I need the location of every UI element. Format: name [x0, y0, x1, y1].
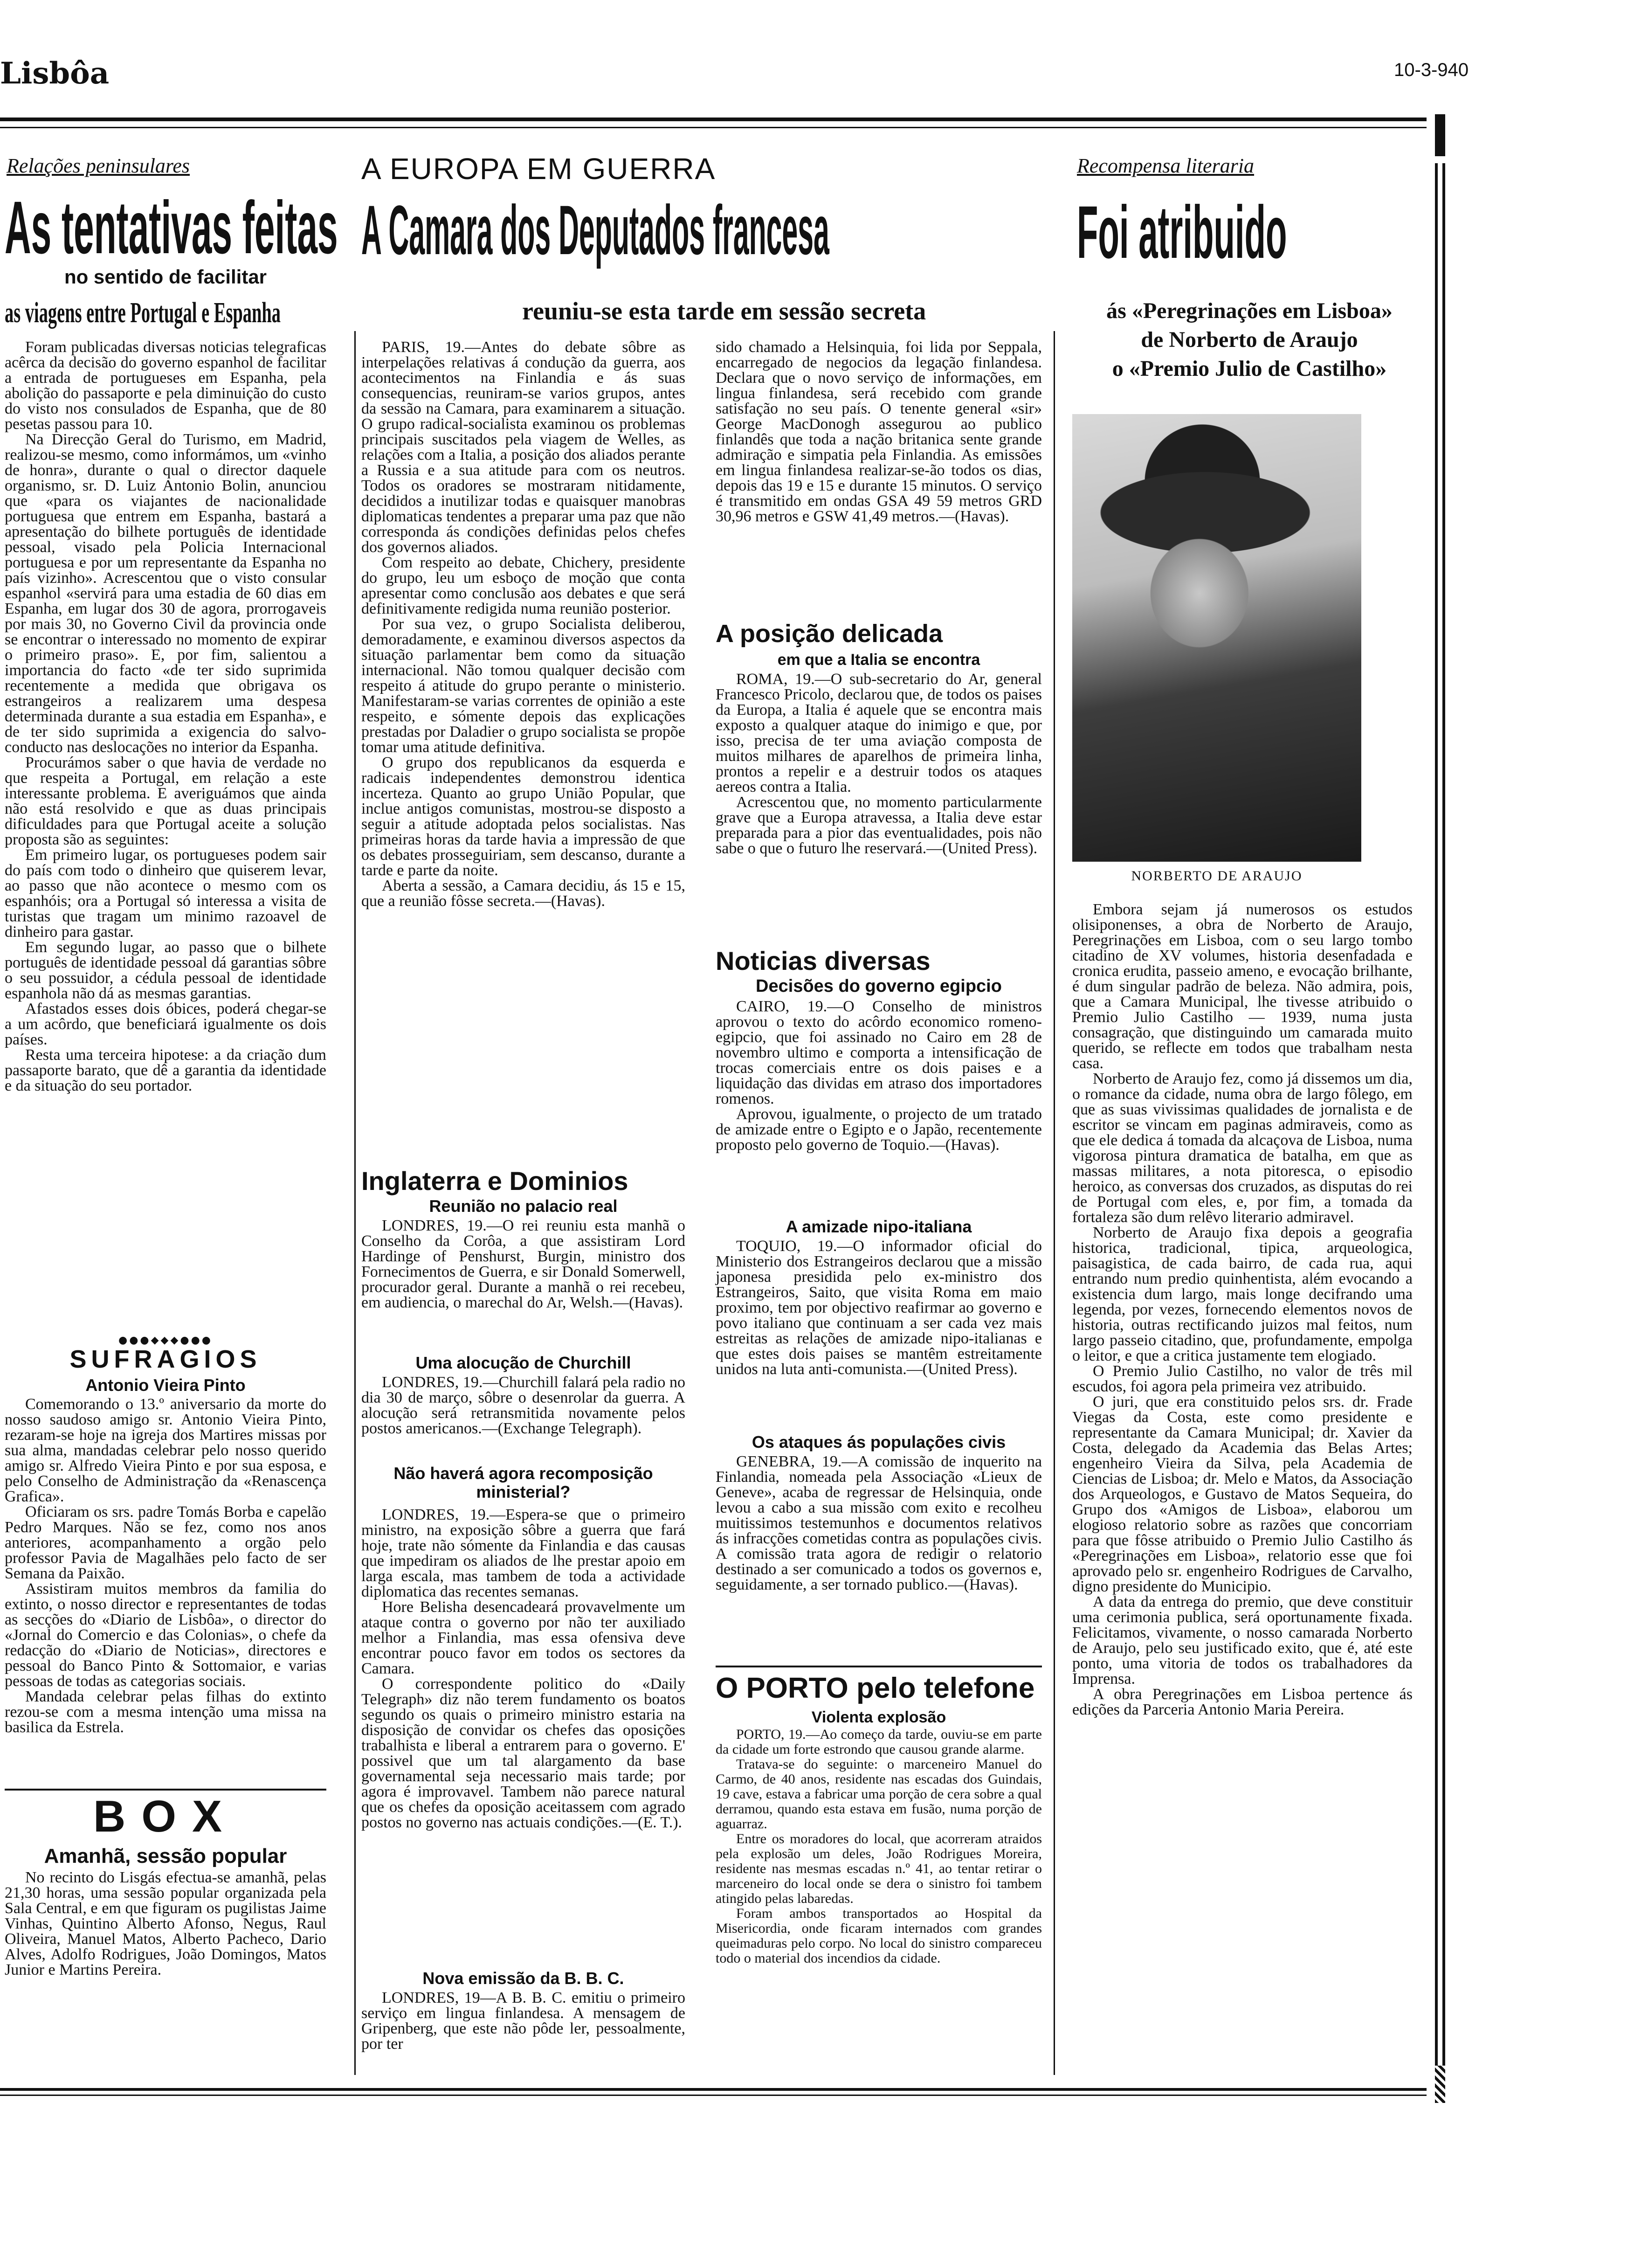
box-paragraph: No recinto do Lisgás efectua-se amanhã, pelas 21,30 horas, uma sessão popular organizada pela Sala Central, e em que figuram os pugilistas Jaime Vinhas, Quintino Alberto Afonso, Negus, Raul Oliveira, Manuel Matos, Alberto Pacheco, Dario Alves, Adolfo Rodrigues, João Domingos, Matos Junior e Martins Pereira. — [5, 1869, 326, 1978]
ataques-body — [716, 1454, 1042, 1592]
recomposicao-paragraph: Hore Belisha desencadeará provavelmente um ataque contra o governo por não ter auxiliado melhor a Finlandia, mas essa ofensiva deve encontrar pouco favor em todos os sectores da Camara. — [361, 1598, 685, 1677]
masthead-title: Lisbôa — [0, 56, 110, 91]
bottom-rule-thin — [0, 2095, 1427, 2096]
ataques-subtitle: Os ataques ás populações civis — [752, 1432, 1006, 1452]
paris-paragraph: O grupo dos republicanos da esquerda e radicais independentes demonstrou identica incerteza. Quanto ao grupo União Popular, que inclue antigos comunistas, mostrou-se disposto a seguir a atitude adoptada pelos socialistas. Nas primeiras horas da tarde havia a impressão de que os debates prosseguiriam, sem descanso, durante a tarde e parte da noite. — [361, 754, 685, 879]
right-paragraph: O juri, que era constituido pelos srs. dr. Frade Viegas da Costa, este como presidente e representante da Camara Municipal; dr. Xavier da Costa, delegado da Academia das Belas Artes; engenheiro Vieira da Silva, pela Academia de Ciencias de Lisboa; dr. Melo e Matos, da Associação dos Arqueologos, e Gustavo de Matos Sequeira, do Grupo dos «Amigos de Lisboa», elaborou um elogioso relatorio sobre as razões que concorriam para que fôsse atribuido o Premio Julio Castilho ás «Peregrinações em Lisboa», relatorio esse que foi aprovado pelo sr. engenheiro Rodrigues de Carvalho, digno presidente do Municipio. — [1072, 1393, 1413, 1595]
ataques-paragraph: GENEBRA, 19.—A comissão de inquerito na Finlandia, nomeada pela Associação «Lieux de Geneve», acaba de regressar de Helsinquia, onde levou a cabo a sua missão com exito e recolheu muitissimos testemunhos e documentos relativos ás infracções cometidas contra as populações civis. A comissão trata agora de redigir o relatorio destinado a ser comunicado a todos os governos e, seguidamente, a ser tornado publico.—(Havas). — [716, 1453, 1042, 1593]
right-paragraph: Norberto de Araujo fixa depois a geografia historica, tradicional, tipica, arqueologica, paisagistica, de cada bairro, de cada rua, aqui entrando num predio quinhentista, além evocando a existencia dum largo, mais longe decifrando uma legenda, por vezes, fornecendo elementos novos de historia, outras rectificando juizos mal feitos, num largo passeio citadino, que, profundamente, empolga o leitor, e que a critica justamente tem elogiado. — [1072, 1224, 1413, 1364]
middle-kicker: A EUROPA EM GUERRA — [361, 152, 716, 186]
right-deck-line: o «Premio Julio de Castilho» — [1112, 356, 1387, 381]
amizade-subtitle: A amizade nipo-italiana — [786, 1217, 972, 1236]
recomposicao-subtitle: Não haverá agora recomposição ministerial? — [393, 1464, 653, 1501]
middle-deck: reuniu-se esta tarde em sessão secreta — [522, 297, 926, 325]
bbc-continued-paragraph: sido chamado a Helsinquia, foi lida por Seppala, encarregado de negocios da legação finlandesa. Declara que o novo serviço de informações, em lingua finlandesa, será recebido com grande satisfação no seu país. O tenente general «sir» George MacDonogh assegurou ao publico finlandês que toda a nação britanica sente grande admiração e simpatia pela Finlandia. As emissões em lingua finlandesa realizar-se-ão todos os dias, depois das 19 e 15 e durante 15 minutos. O serviço é transmitido em ondas GSA 49 59 metros GRD 30,96 metros e GSW 41,49 metros.—(Havas). — [716, 339, 1042, 525]
bbc-body — [361, 1990, 685, 2052]
photo-caption: NORBERTO DE ARAUJO — [1131, 868, 1303, 884]
porto-paragraph: Tratava-se do seguinte: o marceneiro Manuel do Carmo, de 40 anos, residente nas escadas dos Guindais, 19 cave, estava a fabricar uma porção de cera sobre a qual derramou, quando esta estava em fusão, numa porção de aguarraz. — [716, 1756, 1042, 1832]
recomposicao-paragraph: O correspondente politico do «Daily Telegraph» diz não terem fundamento os boatos segundo os quais o primeiro ministro estaria na disposição de convidar os chefes das oposições trabalhista e liberal a entrarem para o governo. E' possivel que um tal alargamento da base governamental seja necessario mais tarde; por agora é improvavel. Tambem não parece natural que os chefes da oposição aceitassem com agrado postos no governo nas actuais condições.—(E. T.). — [361, 1675, 685, 1831]
noticias-paragraph: CAIRO, 19.—O Conselho de ministros aprovou o texto do acôrdo economico romeno-egipcio, que foi assinado no Cairo em 28 de novembro ultimo e comporta a intensificação de trocas comerciais entre os dois paises e a liquidação das dividas em atraso dos importadores romenos. — [716, 998, 1042, 1107]
right-article-body — [1072, 902, 1413, 1717]
inglaterra-body — [361, 1218, 685, 1310]
posicao-body — [716, 671, 1042, 856]
left-headline: As tentativas feitas — [5, 186, 338, 269]
right-headline: Foi atribuido — [1077, 190, 1287, 274]
box-body — [5, 1870, 326, 1978]
edge-mark-top — [1435, 114, 1445, 156]
ornament-divider: ●●●◆◆◆●●● — [118, 1335, 213, 1346]
left-paragraph: Em segundo lugar, ao passo que o bilhete português de identidade pessoal dá garantias sôbre o seu possuidor, a cédula pessoal de identidade espanhola não dá as mesmas garantias. — [5, 939, 326, 1002]
sufragios-paragraph: Comemorando o 13.º aniversario da morte do nosso saudoso amigo sr. Antonio Vieira Pinto, rezaram-se hoje na igreja dos Martires missas por sua alma, mandadas celebrar pelo nosso querido amigo sr. Alfredo Vieira Pinto e por sua esposa, e pelo Conselho de Administração da «Renascença Grafica». — [5, 1396, 326, 1505]
noticias-title: Noticias diversas — [716, 946, 931, 975]
left-article-body — [5, 339, 326, 1093]
left-paragraph: Na Direcção Geral do Turismo, em Madrid, realizou-se mesmo, como informámos, um «vinho de honra», durante o qual o director daquele organismo, sr. D. Luiz Antonio Bolin, anunciou que «para os viajantes de nacionalidade portuguesa que entrem em Espanha, bastará a apresentação do bilhete português de identidade pessoal, visado pela Policia Internacional portuguesa e por um representante da Espanha no país vizinho». Acrescentou que o visto consular espanhol «servirá para uma estadia de 60 dias em Espanha, em lugar dos 30 de agora, prorrogaveis por mais 30, no Governo Civil da provincia onde se encontrar o interessado no momento de expirar o primeiro praso». E, por fim, salientou a importancia do facto «de ter sido suprimida recentemente a medida que obrigava os estrangeiros a realizarem uma despesa determinada durante a sua estadia em Espanha», e de ter sido suprimida a exigencia do salvo-conducto nas deslocações no interior da Espanha. — [5, 431, 326, 756]
right-paragraph: Embora sejam já numerosos os estudos olisiponenses, a obra de Norberto de Araujo, Peregrinações em Lisboa, com o seu largo tombo citadino de XV volumes, historia desenfadada e cronica erudita, passeio ameno, e evocação brilhante, é dum singular padrão de beleza. Não admira, pois, que a Camara Municipal, lhe tivesse atribuido o Premio Julio Castilho — 1939, numa justa consagração, que distinguindo um camarada muito querido, se reflecte em todos que trabalham nesta casa. — [1072, 901, 1413, 1072]
sufragios-paragraph: Oficiaram os srs. padre Tomás Borba e capelão Pedro Marques. Não se fez, como nos anos anteriores, acompanhamento a orgão pelo professor Pavia de Magalhães pelo facto de ser Semana da Paixão. — [5, 1503, 326, 1582]
noticias-subtitle: Decisões do governo egipcio — [756, 976, 1002, 996]
amizade-body — [716, 1238, 1042, 1377]
right-deck — [1072, 297, 1427, 383]
left-paragraph: Procurámos saber o que havia de verdade no que respeita a Portugal, em relação a este interessante problema. E averiguámos que ainda não está resolvido e que as duas principais dificuldades para que Portugal aceite a solução proposta são as seguintes: — [5, 754, 326, 848]
portrait-photo — [1072, 414, 1361, 862]
left-deck-1: no sentido de facilitar — [64, 266, 267, 288]
inglaterra-title: Inglaterra e Dominios — [361, 1166, 628, 1196]
amizade-paragraph: TOQUIO, 19.—O informador oficial do Ministerio dos Estrangeiros declarou que a missão japonesa presidida pelo ex-ministro dos Estrangeiros, Saito, que visita Roma em maio proximo, tem por objectivo reafirmar ao governo e povo italiano que continuam a ser cada vez mais estreitas as relações de amizade nipo-italianas e que estes dois paises se mantêm estreitamente unidos na luta anti-comunista.—(United Press). — [716, 1238, 1042, 1378]
right-paragraph: A obra Peregrinações em Lisboa pertence ás edições da Parceria Antonio Maria Pereira. — [1072, 1686, 1413, 1718]
left-paragraph: Afastados esses dois óbices, poderá chegar-se a um acôrdo, que beneficiará igualmente os dois países. — [5, 1000, 326, 1048]
paris-paragraph: Com respeito ao debate, Chichery, presidente do grupo, leu um esboço de moção que conta apresentar como conclusão aos debates e que será definitivamente redigida numa reunião posterior. — [361, 554, 685, 617]
churchill-paragraph: LONDRES, 19.—Churchill falará pela radio no dia 30 de março, sôbre o desenrolar da guerra. A alocução será retransmitida novamente pelos postos americanos.—(Exchange Telegraph). — [361, 1374, 685, 1437]
bbc-subtitle: Nova emissão da B. B. C. — [422, 1969, 624, 1988]
left-kicker: Relações peninsulares — [7, 154, 190, 177]
box-top-rule — [5, 1789, 326, 1791]
top-rule-thin — [0, 127, 1427, 128]
porto-paragraph: PORTO, 19.—Ao começo da tarde, ouviu-se em parte da cidade um forte estrondo que causou grande alarme. — [716, 1727, 1042, 1757]
edge-rule — [1435, 163, 1445, 2089]
right-paragraph: O Premio Julio Castilho, no valor de três mil escudos, foi agora pela primeira vez atribuido. — [1072, 1362, 1413, 1395]
posicao-paragraph: ROMA, 19.—O sub-secretario do Ar, general Francesco Pricolo, declarou que, de todos os paises da Europa, a Italia é aquele que se encontra mais exposto a qualquer ataque do inimigo e que, por isso, precisa de ter uma aviação composta de muitos milhares de aparelhos de primeira linha, prontos a repelir e a destruir todos os ataques aereos contra a Italia. — [716, 671, 1042, 795]
churchill-subtitle: Uma alocução de Churchill — [415, 1353, 631, 1372]
posicao-title: A posição delicada — [716, 620, 943, 648]
sufragios-subtitle: Antonio Vieira Pinto — [85, 1376, 246, 1395]
paris-article-body — [361, 339, 685, 909]
column-rule — [1054, 331, 1055, 2075]
sufragios-body — [5, 1397, 326, 1735]
porto-top-rule — [716, 1666, 1042, 1667]
recomposicao-body — [361, 1507, 685, 1830]
noticias-body — [716, 999, 1042, 1153]
churchill-body — [361, 1375, 685, 1436]
right-paragraph: A data da entrega do premio, que deve constituir uma cerimonia publica, será oportunamente fixada. Felicitamos, vivamente, o nosso camarada Norberto de Araujo, pelo seu justificado exito, que é, até este ponto, uma vitoria de todos os trabalhadores da Imprensa. — [1072, 1593, 1413, 1687]
top-rule — [0, 118, 1427, 121]
right-deck-line: ás «Peregrinações em Lisboa» — [1106, 298, 1393, 323]
paris-paragraph: Aberta a sessão, a Camara decidiu, ás 15 e 15, que a reunião fôsse secreta.—(Havas). — [361, 877, 685, 910]
edge-mark-bottom — [1435, 2066, 1445, 2103]
inglaterra-subtitle: Reunião no palacio real — [429, 1196, 618, 1216]
issue-date: 10-3-940 — [1394, 60, 1469, 80]
bbc-paragraph: LONDRES, 19—A B. B. C. emitiu o primeiro serviço em lingua finlandesa. A mensagem de Gripenberg, que este não pôde ler, pessoalmente, por ter — [361, 1989, 685, 2053]
left-paragraph: Em primeiro lugar, os portugueses podem sair do país com todo o dinheiro que quiserem levar, ao passo que não acontece o mesmo com os espanhóis; ora a Portugal só interessa a visita de turistas que tragam um minimo razoavel de dinheiro para gastar. — [5, 846, 326, 940]
box-subtitle: Amanhã, sessão popular — [44, 1845, 287, 1867]
noticias-paragraph: Aprovou, igualmente, o projecto de um tratado de amizade entre o Egipto e o Japão, recentemente proposto pelo governo de Toquio.—(Havas). — [716, 1106, 1042, 1154]
column-rule — [354, 331, 356, 2075]
paris-paragraph: PARIS, 19.—Antes do debate sôbre as interpelações relativas á condução da guerra, aos acontecimentos na Finlandia e ás suas consequencias, reuniram-se varios grupos, antes da sessão na Camara, para examinarem a situação. O grupo radical-socialista examinou os problemas principais suscitados pela viagem de Welles, as relações com a Italia, a posição dos aliados perante a Russia e a sua atitude para com os neutros. Todos os oradores se mostraram nitidamente, decididos a inutilizar todas e quaisquer manobras diplomaticas tendentes a preparar uma paz que não corresponda ás condições definidas pelos chefes dos governos aliados. — [361, 339, 685, 556]
porto-title: O PORTO pelo telefone — [716, 1672, 1035, 1704]
right-kicker: Recompensa literaria — [1077, 154, 1255, 177]
porto-paragraph: Foram ambos transportados ao Hospital da Misericordia, onde ficaram internados com grandes queimaduras pelo corpo. No local do sinistro compareceu todo o material dos incendios da cidade. — [716, 1906, 1042, 1966]
bbc-continued-body — [716, 339, 1042, 524]
porto-body — [716, 1727, 1042, 1966]
right-paragraph: Norberto de Araujo fez, como já dissemos um dia, o romance da cidade, numa obra de largo fôlego, em que as suas vivissimas qualidades de jornalista e de escritor se vincam em paginas admiraveis, como as que ele dedica á tomada da alcaçova de Lisboa, numa vigorosa pintura dramatica de batalha, em que as massas militares, a nota pitoresca, o episodio heroico, as conversas dos cruzados, as disputas do rei de Portugal com eles, e, por fim, a tomada da fortaleza são dum relêvo literario admiravel. — [1072, 1070, 1413, 1226]
middle-headline: A Camara dos Deputados francesa — [361, 191, 829, 269]
porto-subtitle: Violenta explosão — [811, 1708, 946, 1726]
right-deck-line: de Norberto de Araujo — [1141, 327, 1358, 352]
left-deck-2: as viagens entre Portugal e Espanha — [5, 297, 281, 329]
posicao-paragraph: Acrescentou que, no momento particularmente grave que a Europa atravessa, a Italia deve estar preparada para a pior das eventualidades, pois não sabe o que o futuro lhe reservará.—(United Press). — [716, 794, 1042, 857]
sufragios-paragraph: Mandada celebrar pelas filhas do extinto rezou-se com a mesma intenção uma missa na basilica da Estrela. — [5, 1688, 326, 1736]
porto-paragraph: Entre os moradores do local, que acorreram atraidos pela explosão um deles, João Rodrigues Moreira, residente nas mesmas escadas n.º 41, ao tentar retirar o marceneiro do local onde se dera o sinistro foi tambem atingido pelas labaredas. — [716, 1831, 1042, 1906]
recomposicao-paragraph: LONDRES, 19.—Espera-se que o primeiro ministro, na exposição sôbre a guerra que fará hoje, trate não sómente da Finlandia e das causas que impediram os aliados de lhe prestar apoio em larga escala, mas tambem de toda a actividade diplomatica das recentes semanas. — [361, 1506, 685, 1600]
posicao-subtitle: em que a Italia se encontra — [777, 651, 980, 669]
left-paragraph: Foram publicadas diversas noticias telegraficas acêrca da decisão do governo espanhol de facilitar a entrada de portugueses em Espanha, pela abolição do passaporte e pela diminuição do custo do visto nos consulados de Espanha, que de 80 pesetas passou para 10. — [5, 339, 326, 433]
sufragios-paragraph: Assistiram muitos membros da familia do extinto, o nosso director e representantes de todas as secções do «Diario de Lisbôa», o director do «Jornal do Comercio e das Colonias», o chefe da redacção do «Diario de Noticias», directores e pessoal do Banco Pinto & Sottomaior, e varias pessoas de todas as categorias sociais. — [5, 1580, 326, 1690]
paris-paragraph: Por sua vez, o grupo Socialista deliberou, demoradamente, e examinou diversos aspectos da situação parlamentar bem como da situação internacional. Não tomou qualquer decisão com respeito á atitude do grupo perante o ministerio. Manifestaram-se varias correntes de opinião a este respeito, e sómente depois das explicações prestadas por Daladier o grupo socialista se propõe tomar uma atitude definitiva. — [361, 615, 685, 756]
left-paragraph: Resta uma terceira hipotese: a da criação dum passaporte barato, que dê a garantia da identidade e da situação do seu portador. — [5, 1046, 326, 1094]
box-title: BOX — [93, 1791, 238, 1841]
inglaterra-paragraph: LONDRES, 19.—O rei reuniu esta manhã o Conselho da Corôa, a que assistiram Lord Hardinge of Penshurst, Burgin, ministro dos Fornecimentos de Guerra, e sir Donald Somerwell, procurador geral. Durante a manhã o rei recebeu, em audiencia, o marechal do Ar, Welsh.—(Havas). — [361, 1217, 685, 1311]
sufragios-title: SUFRAGIOS — [69, 1345, 262, 1373]
bottom-rule — [0, 2088, 1427, 2091]
